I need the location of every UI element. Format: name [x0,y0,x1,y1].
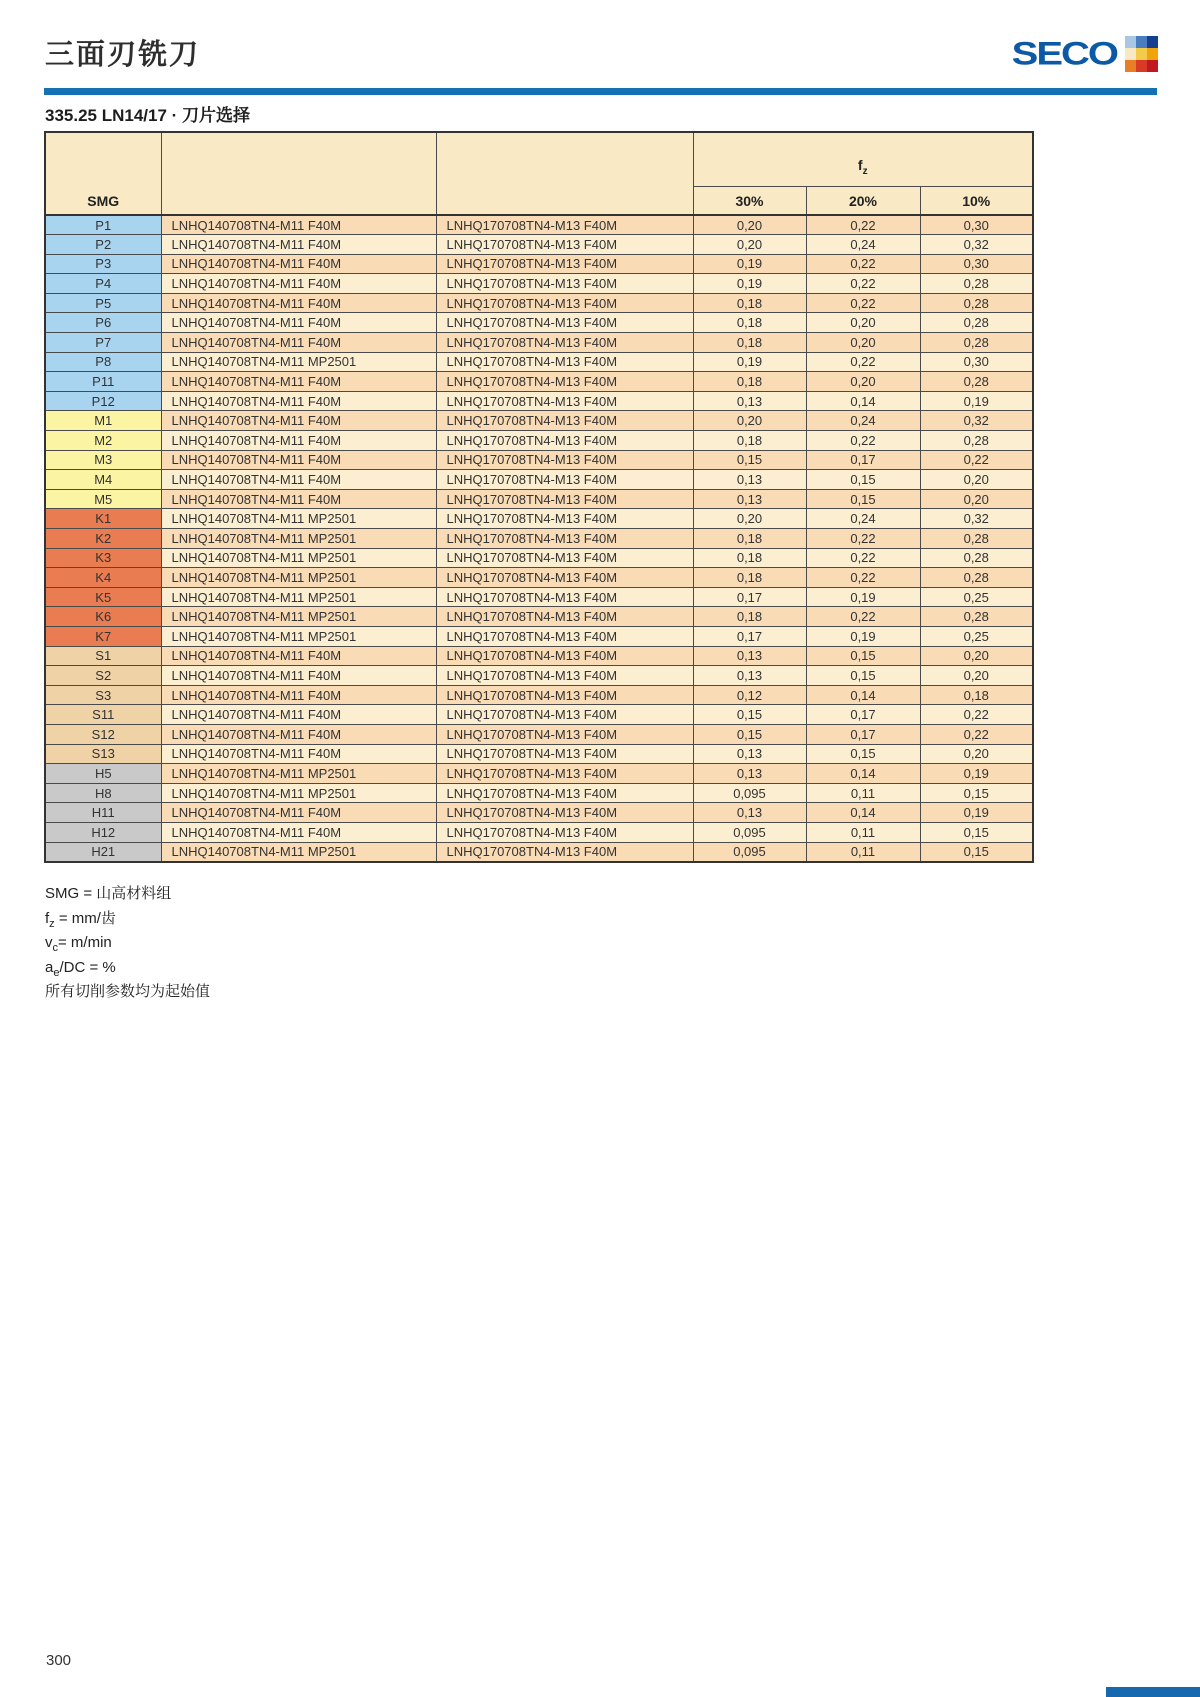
fz-20-cell: 0,14 [806,803,920,823]
insert-ln17-cell: LNHQ170708TN4-M13 F40M [436,431,693,451]
footnotes [45,882,210,1005]
smg-cell: S12 [45,724,161,744]
fz-10-cell: 0,22 [920,724,1033,744]
smg-cell: K2 [45,529,161,549]
insert-ln17-cell: LNHQ170708TN4-M13 F40M [436,666,693,686]
insert-ln14-cell: LNHQ140708TN4-M11 MP2501 [161,352,436,372]
table-row [45,646,1033,666]
fz-20-cell: 0,22 [806,215,920,235]
fz-10-cell: 0,28 [920,293,1033,313]
fz-10-cell: 0,25 [920,626,1033,646]
insert-ln17-cell: LNHQ170708TN4-M13 F40M [436,783,693,803]
fz-10-cell: 0,22 [920,450,1033,470]
smg-cell: M3 [45,450,161,470]
smg-cell: P2 [45,235,161,255]
fz-symbol: f [857,156,863,173]
fz-20-cell: 0,15 [806,470,920,490]
insert-ln14-cell: LNHQ140708TN4-M11 MP2501 [161,587,436,607]
insert-ln14-cell: LNHQ140708TN4-M11 MP2501 [161,529,436,549]
fz-30-cell: 0,095 [693,822,806,842]
fz-10-cell: 0,30 [920,254,1033,274]
table-body [45,215,1033,862]
insert-ln17-cell: LNHQ170708TN4-M13 F40M [436,470,693,490]
logo-cube-cell [1125,48,1136,60]
table-row [45,529,1033,549]
insert-ln14-cell: LNHQ140708TN4-M11 F40M [161,215,436,235]
smg-cell: S13 [45,744,161,764]
fz-10-cell: 0,20 [920,744,1033,764]
fz-10-cell: 0,20 [920,666,1033,686]
fz-30-cell: 0,13 [693,803,806,823]
insert-ln14-cell: LNHQ140708TN4-M11 MP2501 [161,509,436,529]
logo-cube-cell [1125,36,1136,48]
table-row [45,803,1033,823]
smg-cell: K4 [45,568,161,588]
logo-cube-cell [1136,48,1147,60]
table-row [45,431,1033,451]
section-title: 335.25 LN14/17 · 刀片选择 [45,106,251,125]
insert-ln14-cell: LNHQ140708TN4-M11 F40M [161,431,436,451]
table-row [45,705,1033,725]
fz-20-cell: 0,15 [806,744,920,764]
fz-30-cell: 0,20 [693,509,806,529]
footnote-text: = mm/齿 [54,909,116,927]
fz-20-cell: 0,22 [806,568,920,588]
fz-10-cell: 0,28 [920,607,1033,627]
table-row [45,274,1033,294]
insert-ln14-cell: LNHQ140708TN4-M11 F40M [161,450,436,470]
insert-ln17-cell: LNHQ170708TN4-M13 F40M [436,626,693,646]
table-row [45,548,1033,568]
fz-20-cell: 0,15 [806,666,920,686]
insert-ln17-cell: LNHQ170708TN4-M13 F40M [436,450,693,470]
footnote-line [45,882,210,907]
logo-cube-cell [1136,60,1147,72]
insert-ln14-cell: LNHQ140708TN4-M11 MP2501 [161,568,436,588]
insert-ln14-cell: LNHQ140708TN4-M11 F40M [161,646,436,666]
insert-ln14-cell: LNHQ140708TN4-M11 F40M [161,489,436,509]
insert-ln17-cell: LNHQ170708TN4-M13 F40M [436,587,693,607]
table-row [45,470,1033,490]
insert-ln14-cell: LNHQ140708TN4-M11 F40M [161,724,436,744]
smg-cell: M2 [45,431,161,451]
table-row [45,313,1033,333]
footnote-line [45,907,210,932]
smg-cell: S2 [45,666,161,686]
logo-cube-cell [1136,36,1147,48]
footnote-subscript: z [49,917,55,930]
fz-10-cell: 0,15 [920,822,1033,842]
fz-30-cell: 0,13 [693,646,806,666]
page-title: 三面刃铣刀 [45,39,201,71]
table-row [45,391,1033,411]
fz-30-cell: 0,17 [693,626,806,646]
fz-30-cell: 0,18 [693,548,806,568]
fz-30-cell: 0,15 [693,724,806,744]
fz-30-cell: 0,20 [693,215,806,235]
fz-20-cell: 0,22 [806,607,920,627]
logo-cube-cell [1147,36,1158,48]
footnote-line [45,980,210,1005]
table-row [45,764,1033,784]
fz-30-cell: 0,095 [693,842,806,862]
fz-20-cell: 0,22 [806,352,920,372]
table-row [45,744,1033,764]
smg-cell: P3 [45,254,161,274]
table-row [45,568,1033,588]
table-header [45,132,1033,215]
insert-ln17-cell: LNHQ170708TN4-M13 F40M [436,548,693,568]
insert-ln14-cell: LNHQ140708TN4-M11 F40M [161,254,436,274]
fz-10-cell: 0,28 [920,313,1033,333]
table-row [45,450,1033,470]
fz-10-cell: 0,20 [920,470,1033,490]
smg-cell: K5 [45,587,161,607]
seco-logo-text: SECO [1011,35,1117,73]
fz-30-cell: 0,13 [693,666,806,686]
insert-ln17-cell: LNHQ170708TN4-M13 F40M [436,411,693,431]
fz-20-cell: 0,20 [806,372,920,392]
seco-logo-cube-icon [1125,36,1158,72]
table-row [45,724,1033,744]
fz-20-cell: 0,11 [806,822,920,842]
smg-cell: P8 [45,352,161,372]
insert-selection-table-wrap [44,131,1034,863]
insert-ln14-cell: LNHQ140708TN4-M11 MP2501 [161,607,436,627]
fz-20-cell: 0,11 [806,783,920,803]
insert-ln17-cell: LNHQ170708TN4-M13 F40M [436,803,693,823]
fz-20-cell: 0,24 [806,411,920,431]
insert-ln14-cell: LNHQ140708TN4-M11 F40M [161,274,436,294]
fz-20-cell: 0,22 [806,431,920,451]
insert-ln17-cell: LNHQ170708TN4-M13 F40M [436,313,693,333]
smg-cell: P1 [45,215,161,235]
smg-cell: M5 [45,489,161,509]
insert-ln14-cell: LNHQ140708TN4-M11 F40M [161,666,436,686]
insert-ln17-cell: LNHQ170708TN4-M13 F40M [436,274,693,294]
fz-20-cell: 0,17 [806,450,920,470]
fz-30-cell: 0,18 [693,293,806,313]
smg-cell: K1 [45,509,161,529]
insert-ln17-cell: LNHQ170708TN4-M13 F40M [436,607,693,627]
insert-ln17-cell: LNHQ170708TN4-M13 F40M [436,724,693,744]
insert-ln17-cell: LNHQ170708TN4-M13 F40M [436,235,693,255]
page-number: 300 [46,1652,72,1669]
insert-ln14-cell: LNHQ140708TN4-M11 F40M [161,313,436,333]
smg-cell: H21 [45,842,161,862]
fz-10-cell: 0,30 [920,215,1033,235]
fz-20-cell: 0,22 [806,254,920,274]
insert-ln17-cell: LNHQ170708TN4-M13 F40M [436,822,693,842]
table-row [45,783,1033,803]
fz-30-cell: 0,12 [693,685,806,705]
smg-cell: S3 [45,685,161,705]
footnote-text: f [45,909,50,927]
smg-cell: H5 [45,764,161,784]
fz-20-cell: 0,17 [806,705,920,725]
insert-ln17-cell: LNHQ170708TN4-M13 F40M [436,744,693,764]
footnote-text: 所有切削参数均为起始值 [45,983,211,1000]
insert-ln17-cell: LNHQ170708TN4-M13 F40M [436,529,693,549]
insert-ln14-cell: LNHQ140708TN4-M11 MP2501 [161,783,436,803]
footnote-text: v [45,934,53,951]
fz-30-cell: 0,18 [693,607,806,627]
fz-20-cell: 0,14 [806,391,920,411]
fz-20-cell: 0,15 [806,646,920,666]
fz-30-column-header: 30% [693,186,806,215]
fz-20-cell: 0,20 [806,333,920,353]
seco-logo [1012,36,1158,72]
smg-cell: K7 [45,626,161,646]
fz-10-cell: 0,15 [920,842,1033,862]
fz-30-cell: 0,18 [693,568,806,588]
fz-20-cell: 0,22 [806,529,920,549]
insert-ln14-cell: LNHQ140708TN4-M11 MP2501 [161,548,436,568]
insert-ln17-cell: LNHQ170708TN4-M13 F40M [436,509,693,529]
smg-cell: H8 [45,783,161,803]
insert-selection-table [44,131,1034,863]
fz-20-cell: 0,15 [806,489,920,509]
smg-column-header: SMG [45,132,161,215]
logo-cube-cell [1147,60,1158,72]
logo-cube-cell [1125,60,1136,72]
insert-ln14-cell: LNHQ140708TN4-M11 F40M [161,391,436,411]
insert-ln17-cell: LNHQ170708TN4-M13 F40M [436,646,693,666]
insert-ln14-cell: LNHQ140708TN4-M11 F40M [161,803,436,823]
fz-30-cell: 0,13 [693,489,806,509]
table-row [45,352,1033,372]
page-edge-tab [1106,1687,1200,1697]
fz-10-cell: 0,32 [920,235,1033,255]
fz-20-cell: 0,19 [806,587,920,607]
fz-10-column-header: 10% [920,186,1033,215]
footnote-text: SMG = 山高材料组 [45,885,172,902]
smg-cell: P12 [45,391,161,411]
insert-ln14-cell: LNHQ140708TN4-M11 F40M [161,822,436,842]
fz-30-cell: 0,095 [693,783,806,803]
footnote-text: /DC = % [59,958,116,976]
table-row [45,489,1033,509]
table-row [45,587,1033,607]
table-row [45,372,1033,392]
fz-10-cell: 0,28 [920,548,1033,568]
smg-cell: P7 [45,333,161,353]
table-row [45,235,1033,255]
fz-10-cell: 0,19 [920,764,1033,784]
fz-10-cell: 0,28 [920,372,1033,392]
insert-ln14-cell: LNHQ140708TN4-M11 F40M [161,372,436,392]
fz-10-cell: 0,28 [920,333,1033,353]
insert-ln17-cell: LNHQ170708TN4-M13 F40M [436,293,693,313]
fz-20-cell: 0,22 [806,548,920,568]
fz-10-cell: 0,32 [920,411,1033,431]
insert-ln17-cell: LNHQ170708TN4-M13 F40M [436,372,693,392]
fz-10-cell: 0,15 [920,783,1033,803]
insert-ln14-cell: LNHQ140708TN4-M11 MP2501 [161,842,436,862]
table-row [45,822,1033,842]
insert-ln17-column-header [436,132,693,215]
fz-10-cell: 0,19 [920,391,1033,411]
table-row [45,254,1033,274]
smg-cell: H11 [45,803,161,823]
footnote-subscript: c [52,942,58,954]
fz-30-cell: 0,19 [693,274,806,294]
smg-cell: S1 [45,646,161,666]
insert-ln14-cell: LNHQ140708TN4-M11 F40M [161,705,436,725]
fz-10-cell: 0,30 [920,352,1033,372]
fz-30-cell: 0,13 [693,391,806,411]
fz-10-cell: 0,28 [920,568,1033,588]
insert-ln14-cell: LNHQ140708TN4-M11 MP2501 [161,626,436,646]
fz-column-group-header [693,132,1033,186]
fz-20-cell: 0,24 [806,509,920,529]
smg-cell: M4 [45,470,161,490]
fz-10-cell: 0,20 [920,646,1033,666]
fz-20-cell: 0,14 [806,764,920,784]
fz-30-cell: 0,18 [693,333,806,353]
smg-cell: S11 [45,705,161,725]
insert-ln17-cell: LNHQ170708TN4-M13 F40M [436,568,693,588]
insert-ln17-cell: LNHQ170708TN4-M13 F40M [436,842,693,862]
insert-ln14-cell: LNHQ140708TN4-M11 F40M [161,293,436,313]
fz-30-cell: 0,19 [693,254,806,274]
footnote-subscript: e [53,966,60,979]
insert-ln14-cell: LNHQ140708TN4-M11 F40M [161,333,436,353]
fz-30-cell: 0,18 [693,529,806,549]
table-row [45,333,1033,353]
insert-ln17-cell: LNHQ170708TN4-M13 F40M [436,764,693,784]
fz-10-cell: 0,20 [920,489,1033,509]
footnote-line [45,931,210,956]
insert-ln14-cell: LNHQ140708TN4-M11 F40M [161,744,436,764]
fz-30-cell: 0,17 [693,587,806,607]
fz-10-cell: 0,28 [920,274,1033,294]
footnote-text: = m/min [58,934,112,951]
table-row [45,293,1033,313]
insert-ln14-column-header [161,132,436,215]
insert-ln17-cell: LNHQ170708TN4-M13 F40M [436,333,693,353]
insert-ln17-cell: LNHQ170708TN4-M13 F40M [436,391,693,411]
fz-30-cell: 0,20 [693,235,806,255]
fz-subscript: z [862,165,868,177]
fz-20-column-header: 20% [806,186,920,215]
fz-20-cell: 0,17 [806,724,920,744]
smg-cell: P11 [45,372,161,392]
fz-30-cell: 0,13 [693,764,806,784]
fz-20-cell: 0,24 [806,235,920,255]
insert-ln17-cell: LNHQ170708TN4-M13 F40M [436,352,693,372]
smg-cell: H12 [45,822,161,842]
insert-ln17-cell: LNHQ170708TN4-M13 F40M [436,705,693,725]
smg-cell: K3 [45,548,161,568]
fz-20-cell: 0,22 [806,274,920,294]
insert-ln14-cell: LNHQ140708TN4-M11 MP2501 [161,764,436,784]
logo-cube-cell [1147,48,1158,60]
smg-cell: M1 [45,411,161,431]
fz-30-cell: 0,20 [693,411,806,431]
fz-30-cell: 0,15 [693,450,806,470]
fz-30-cell: 0,18 [693,431,806,451]
fz-30-cell: 0,13 [693,744,806,764]
smg-cell: K6 [45,607,161,627]
insert-ln17-cell: LNHQ170708TN4-M13 F40M [436,489,693,509]
smg-cell: P5 [45,293,161,313]
smg-cell: P4 [45,274,161,294]
table-row [45,215,1033,235]
fz-30-cell: 0,13 [693,470,806,490]
table-row [45,607,1033,627]
fz-20-cell: 0,22 [806,293,920,313]
fz-20-cell: 0,19 [806,626,920,646]
insert-ln14-cell: LNHQ140708TN4-M11 F40M [161,235,436,255]
fz-10-cell: 0,22 [920,705,1033,725]
fz-10-cell: 0,25 [920,587,1033,607]
footnote-line [45,956,210,981]
table-row [45,842,1033,862]
table-row [45,685,1033,705]
fz-30-cell: 0,19 [693,352,806,372]
fz-10-cell: 0,28 [920,431,1033,451]
fz-20-cell: 0,20 [806,313,920,333]
header-divider [44,88,1157,95]
insert-ln17-cell: LNHQ170708TN4-M13 F40M [436,254,693,274]
table-row [45,509,1033,529]
fz-10-cell: 0,19 [920,803,1033,823]
table-row [45,626,1033,646]
insert-ln14-cell: LNHQ140708TN4-M11 F40M [161,470,436,490]
table-row [45,411,1033,431]
fz-20-cell: 0,14 [806,685,920,705]
insert-ln17-cell: LNHQ170708TN4-M13 F40M [436,215,693,235]
fz-20-cell: 0,11 [806,842,920,862]
fz-10-cell: 0,18 [920,685,1033,705]
fz-10-cell: 0,32 [920,509,1033,529]
smg-cell: P6 [45,313,161,333]
table-row [45,666,1033,686]
fz-30-cell: 0,18 [693,372,806,392]
fz-30-cell: 0,15 [693,705,806,725]
insert-ln17-cell: LNHQ170708TN4-M13 F40M [436,685,693,705]
fz-10-cell: 0,28 [920,529,1033,549]
insert-ln14-cell: LNHQ140708TN4-M11 F40M [161,411,436,431]
footnote-text: a [45,958,54,976]
fz-30-cell: 0,18 [693,313,806,333]
insert-ln14-cell: LNHQ140708TN4-M11 F40M [161,685,436,705]
